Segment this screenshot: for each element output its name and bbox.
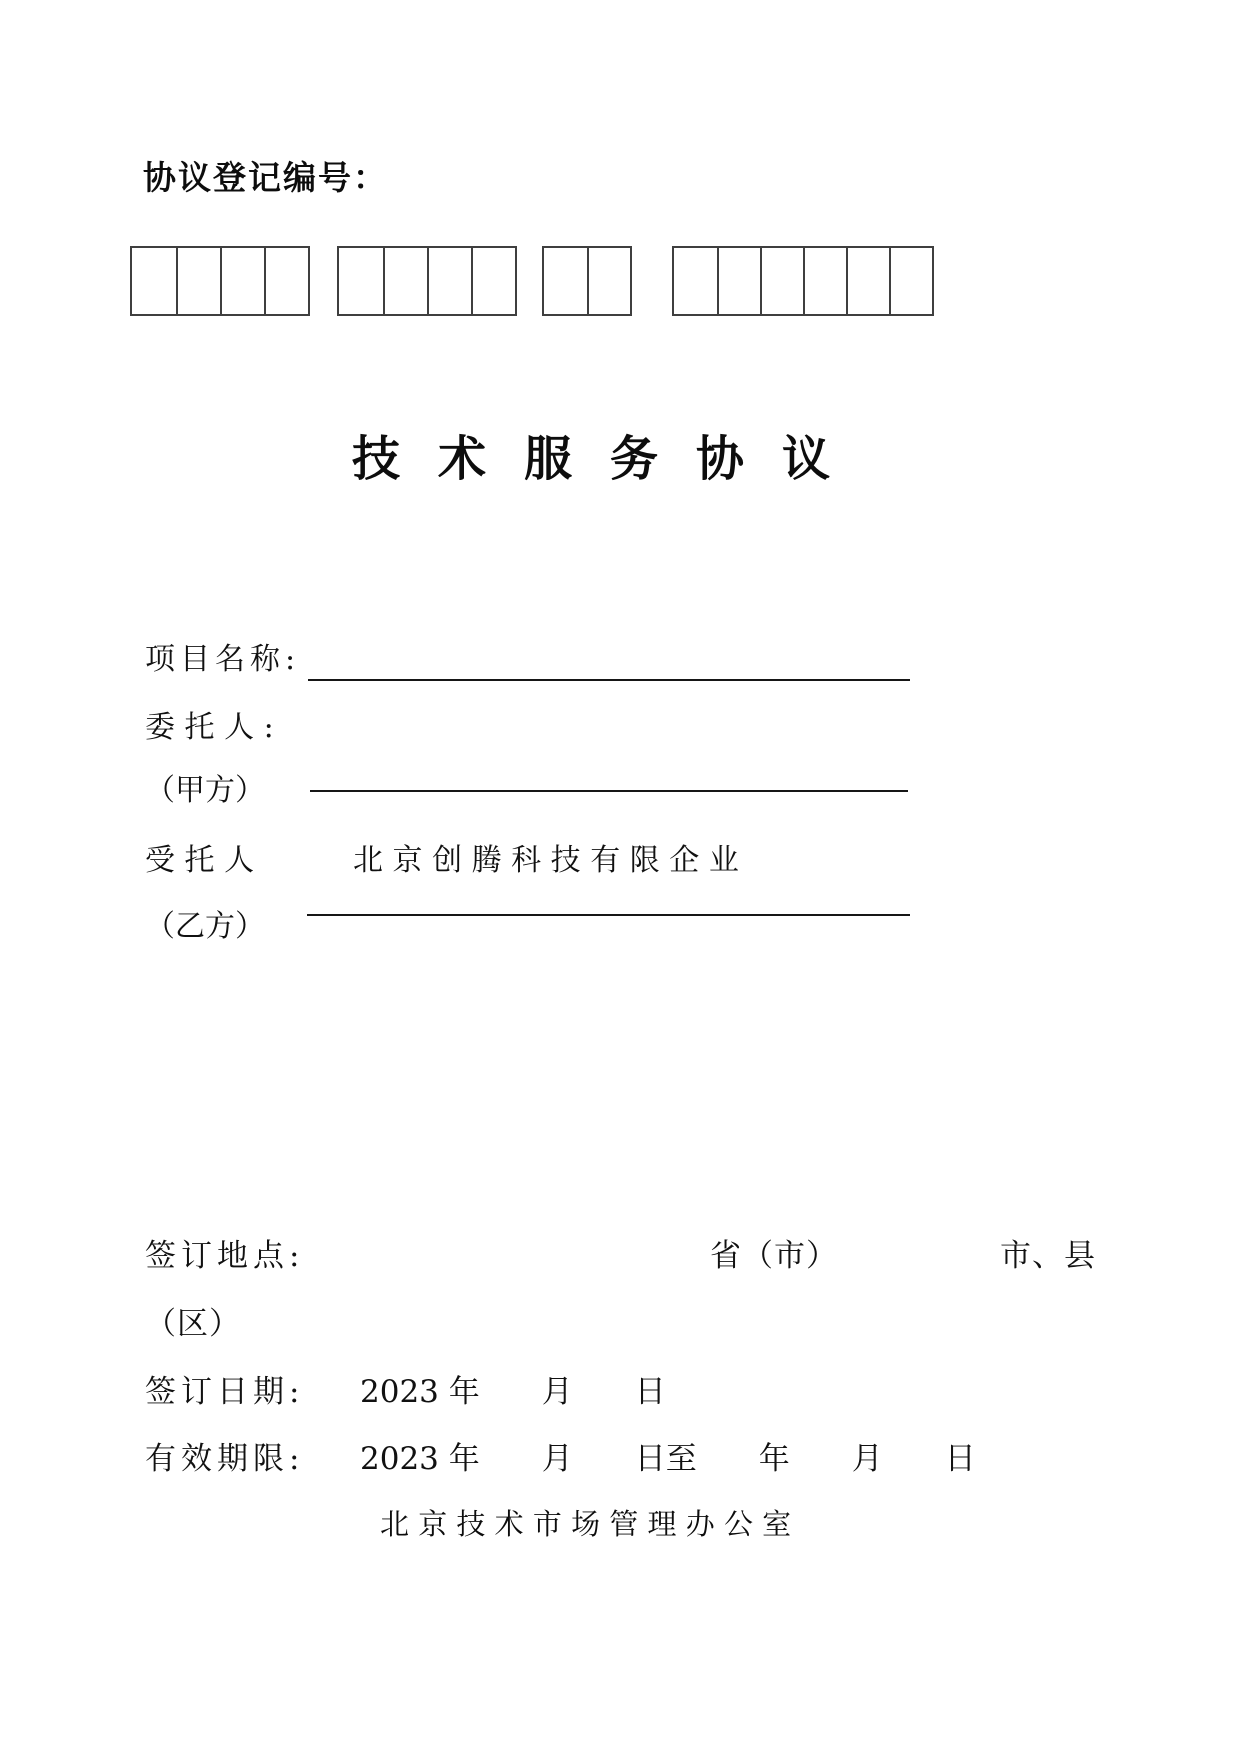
registration-number-label: 协议登记编号： [143,158,388,197]
project-name-label: 项目名称: [145,642,301,677]
signing-date-label: 签订日期: [145,1374,305,1410]
registration-box-cell [846,248,889,314]
party-b-label: （乙方） [145,909,265,944]
registration-box-cell [427,248,471,314]
registration-box-cell [383,248,427,314]
registration-box-cell [760,248,803,314]
trustee-value: 北 京 创 腾 科 技 有 限 企 业 [353,843,739,878]
signing-date-value: 2023 年 月 日 [360,1374,666,1410]
validity-period-value: 2023 年 月 日至 年 月 日 [360,1441,976,1477]
registration-box-cell [717,248,760,314]
signing-place-label: 签订地点: [145,1238,305,1274]
registration-box-cell [339,248,383,314]
registration-box-cell [132,248,176,314]
registration-box-cell [889,248,932,314]
party-a-label: （甲方） [145,773,265,808]
province-city-label: 省（市） [710,1238,838,1274]
party-b-fill-line [307,914,910,916]
registration-box-group [337,246,517,316]
office-name: 北 京 技 术 市 场 管 理 办 公 室 [380,1507,792,1541]
registration-box-cell [264,248,308,314]
registration-box-cell [220,248,264,314]
registration-box-cell [587,248,630,314]
city-county-label: 市、县 [1000,1238,1096,1274]
validity-period-label: 有效期限: [145,1441,305,1477]
project-name-fill-line [308,679,910,681]
document-title: 技术服务协议 [352,431,869,487]
registration-box-cell [176,248,220,314]
registration-box-cell [674,248,717,314]
client-label: 委 托 人 : [145,710,274,745]
registration-box-cell [544,248,587,314]
registration-box-group [130,246,310,316]
trustee-label: 受 托 人 [145,843,255,878]
registration-box-cell [471,248,515,314]
district-label: （区） [145,1306,241,1342]
registration-box-group [542,246,632,316]
party-a-fill-line [310,790,908,792]
registration-box-group [672,246,934,316]
registration-box-cell [803,248,846,314]
